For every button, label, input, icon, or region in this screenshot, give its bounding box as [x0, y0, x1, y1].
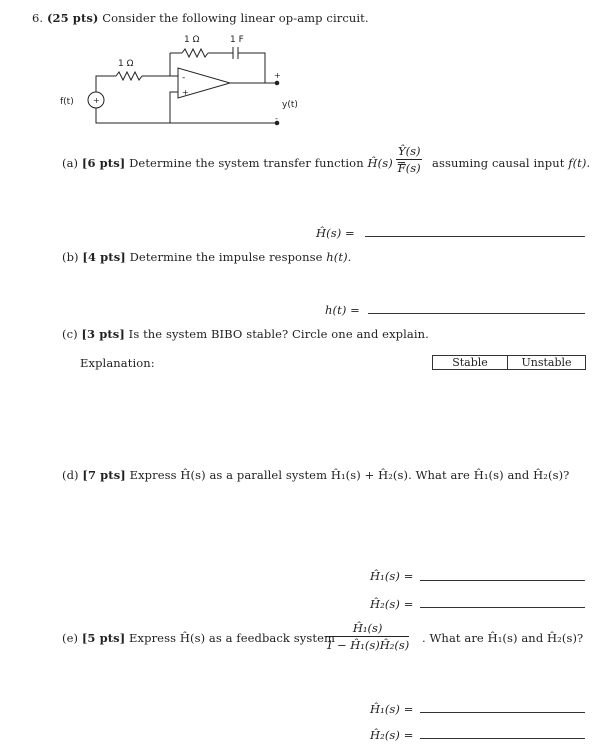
wire-node	[142, 53, 170, 76]
unstable-option[interactable]: Unstable	[507, 355, 586, 370]
part-d-label: (d)	[62, 468, 79, 482]
wire-input-left	[96, 76, 116, 92]
part-e-frac-den: 1 − Ĥ₁(s)Ĥ₂(s)	[326, 638, 410, 652]
part-b-ht: h(t).	[326, 250, 352, 264]
part-e-answer2-label: Ĥ₂(s) =	[370, 728, 414, 742]
wire-bottom	[96, 108, 277, 123]
problem-points: (25 pts)	[46, 11, 99, 25]
part-e-question	[62, 631, 335, 645]
source-label: f(t)	[60, 97, 74, 107]
input-resistor	[116, 72, 142, 80]
part-e-tail: . What are Ĥ₁(s) and Ĥ₂(s)?	[422, 631, 584, 645]
part-a-h-expr: Ĥ(s) =	[367, 156, 407, 170]
part-b-text: Determine the impulse response	[129, 250, 323, 264]
feedback-capacitor-label: 1 F	[230, 35, 244, 45]
part-a-text: Determine the system transfer function	[129, 156, 364, 170]
part-a-input: f(t).	[568, 156, 591, 170]
stable-option[interactable]: Stable	[432, 355, 508, 370]
part-a-frac-den: F̂(s)	[397, 161, 421, 175]
opamp-plus-sign: +	[182, 88, 189, 97]
part-d-answer2-label: Ĥ₂(s) =	[370, 597, 414, 611]
part-c-question	[62, 327, 429, 341]
output-label: y(t)	[282, 100, 298, 110]
part-c-points: [3 pts]	[81, 327, 125, 341]
wire-plus-ground	[170, 92, 178, 123]
part-a-frac-num: Ŷ(s)	[398, 144, 421, 158]
part-e-answer1-line[interactable]	[420, 712, 585, 713]
part-e-frac-num: Ĥ₁(s)	[326, 621, 409, 637]
input-resistor-label: 1 Ω	[118, 59, 134, 69]
part-a-tail	[432, 156, 590, 170]
part-a-points: [6 pts]	[81, 156, 126, 170]
problem-statement: Consider the following linear op-amp circuit.	[102, 11, 369, 25]
part-d-points: [7 pts]	[82, 468, 126, 482]
part-e-fraction	[326, 621, 409, 652]
part-b-answer-label: h(t) =	[325, 303, 360, 317]
source-plus-sign: +	[93, 96, 100, 105]
part-c-explanation-label: Explanation:	[80, 356, 155, 370]
part-e-points: [5 pts]	[81, 631, 126, 645]
part-e-answer1-label: Ĥ₁(s) =	[370, 702, 414, 716]
part-d-answer2-line[interactable]	[420, 607, 585, 608]
part-e-answer2-line[interactable]	[420, 738, 585, 739]
output-minus-sign: -	[275, 114, 278, 123]
part-d-question	[62, 468, 569, 482]
part-b-question	[62, 250, 351, 264]
part-a-label: (a)	[62, 156, 79, 170]
feedback-resistor-label: 1 Ω	[184, 35, 200, 45]
part-c-text: Is the system BIBO stable? Circle one and explain.	[128, 327, 429, 341]
opamp-minus-sign: -	[182, 73, 186, 83]
output-terminal-top	[275, 81, 279, 85]
wire-feedback-right	[238, 53, 265, 83]
part-d-answer1-line[interactable]	[420, 580, 585, 581]
part-a-question	[62, 156, 406, 170]
part-a-answer-label: Ĥ(s) =	[316, 226, 355, 240]
part-e-text: Express Ĥ(s) as a feedback system	[129, 631, 335, 645]
part-a-answer-line[interactable]	[365, 236, 585, 237]
part-d-answer1-label: Ĥ₁(s) =	[370, 569, 414, 583]
part-a-tail-text: assuming causal input	[432, 156, 565, 170]
part-a-fraction	[396, 144, 422, 175]
feedback-resistor	[182, 49, 208, 57]
part-d-text: Express Ĥ(s) as a parallel system Ĥ₁(s) + Ĥ₂(s). What are Ĥ₁(s) and Ĥ₂(s)?	[129, 468, 570, 482]
opamp-circuit-diagram	[50, 28, 310, 133]
part-b-answer-line[interactable]	[368, 313, 585, 314]
part-b-points: [4 pts]	[82, 250, 126, 264]
part-b-label: (b)	[62, 250, 79, 264]
output-plus-sign: +	[274, 71, 281, 80]
problem-header	[32, 11, 369, 25]
problem-number: 6.	[32, 11, 44, 25]
part-e-label: (e)	[62, 631, 79, 645]
part-c-label: (c)	[62, 327, 78, 341]
